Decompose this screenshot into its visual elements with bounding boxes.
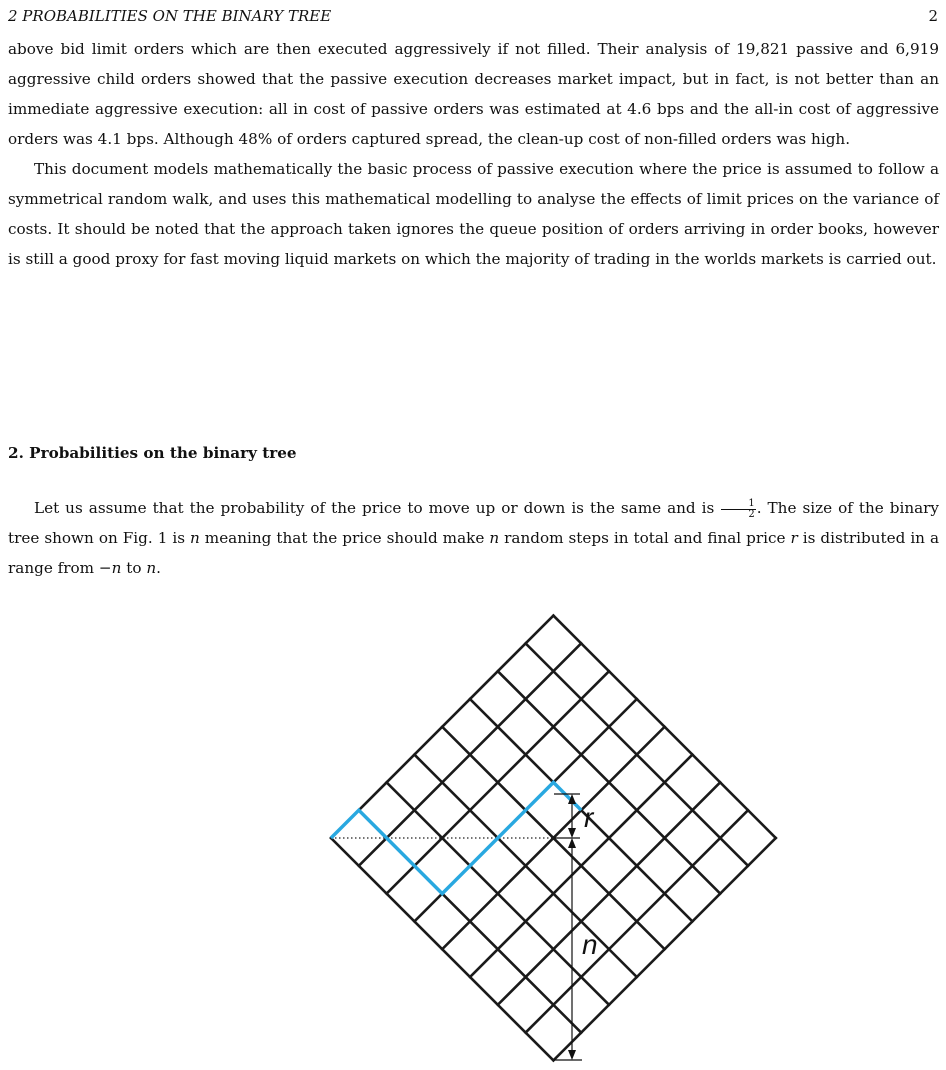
variable-n: n: [489, 529, 500, 547]
variable-r: r: [790, 529, 798, 547]
one-half-fraction: [721, 499, 755, 520]
tree-grid: [331, 578, 804, 1060]
paragraph-1: above bid limit orders which are then executed aggressively if not filled. Their analysis of 19,821 passive and 6,919 aggressive child orders showed that the passive execution decreases market impact, but in fact, is not better than an immediate aggressive execution: all in cost of passive orders was estimated at 4.6 bps and the all-in cost of aggressive orders was 4.1 bps. Although 48% of orders captured spread, the clean-up cost of non-filled orders was high.: [8, 40, 939, 148]
body-text: [8, 34, 939, 274]
section-heading: 2. Probabilities on the binary tree: [8, 444, 297, 462]
running-head: [8, 4, 938, 28]
section-text-4: random steps in total and final price: [504, 529, 786, 547]
fraction-denominator: 2: [748, 508, 755, 520]
section-text-end: .: [156, 559, 161, 577]
r-label: r: [584, 802, 594, 833]
section-text-6: to: [126, 559, 142, 577]
paragraph-2: This document models mathematically the basic process of passive execution where the price is assumed to follow a symmetrical random walk, and uses this mathematical modelling to analyse the effects of limit prices on the variance of costs. It should be noted that the approach taken ignores the queue position of orders arriving in order books, however is still a good proxy for fast moving liquid markets on which the majority of trading in the worlds markets is carried out.: [8, 160, 939, 268]
range-upper-bound: n: [146, 559, 157, 577]
section-text-1: Let us assume that the probability of the price to move up or down is the same and is: [34, 499, 715, 517]
variable-n: n: [190, 529, 200, 547]
page-number: 2: [928, 7, 938, 25]
n-arrow-down-icon: [568, 1050, 576, 1060]
n-label: n: [582, 929, 598, 960]
fraction-numerator: 1: [721, 499, 755, 510]
section-paragraph: [8, 493, 939, 583]
binary-tree-figure: [0, 578, 946, 1070]
running-head-title: 2 PROBABILITIES ON THE BINARY TREE: [8, 7, 332, 25]
r-arrow-down-icon: [568, 828, 576, 838]
section-text-2: . The size of the binary tree shown on Fig. 1 is: [8, 499, 940, 547]
section-text-5: is distributed in a range from: [8, 529, 940, 577]
range-lower-bound: −n: [98, 559, 122, 577]
n-arrow-up-icon: [568, 838, 576, 848]
section-text-3: meaning that the price should make: [204, 529, 485, 547]
